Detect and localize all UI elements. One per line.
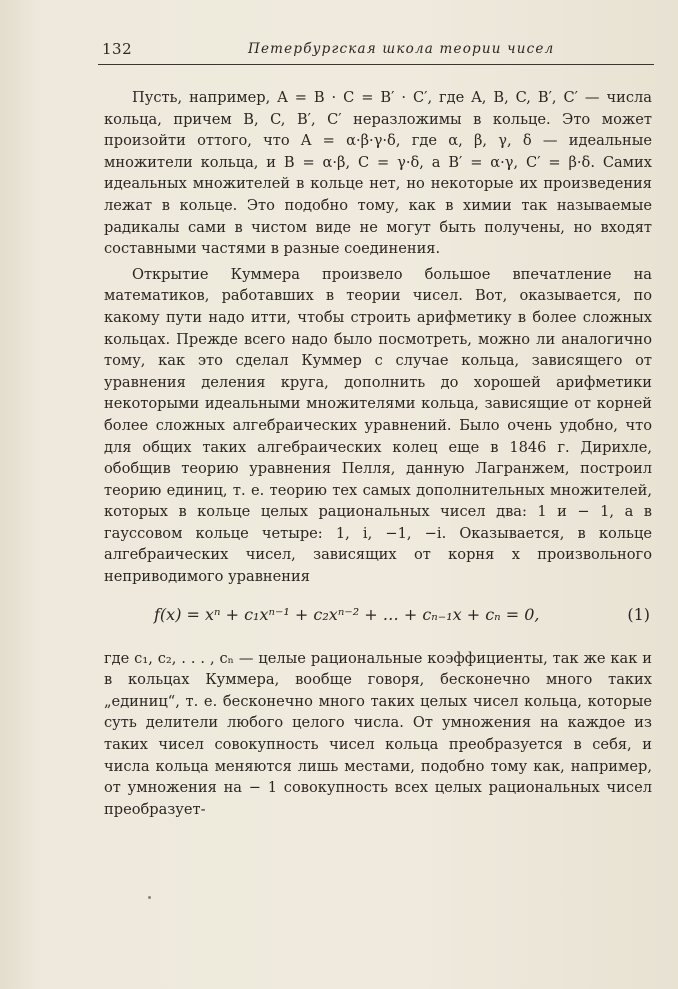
equation-formula: f(x) = xⁿ + c₁xⁿ⁻¹ + c₂xⁿ⁻² + … + cₙ₋₁x + cₙ = 0, (154, 604, 540, 624)
paragraph-3: где c₁, c₂, . . . , cₙ — целые рациональные коэффициенты, так же как и в кольцах Куммера, вообще говоря, бесконечно много таких „единиц“, т. е. бесконечно много таких целых чисел кольца, которые суть делители любого целого числа. От умножения на каждое из таких чисел совокупность чисел кольца преобразуется в себя, и числа кольца меняются лишь местами, подобно тому как, например, от умножения на − 1 совокупность всех целых рациональных чисел преобразует- (104, 649, 652, 818)
body-text (104, 87, 652, 820)
paragraph-2: Открытие Куммера произвело большое впечатление на математиков, работавших в теории чисел. Вот, оказывается, по какому пути надо итти, чтобы строить арифметику в более сложных кольцах. Прежде всего надо было посмотреть, можно ли аналогично тому, как это сделал Куммер с случае кольца, зависящего от уравнения деления круга, дополнить до хорошей арифметики некоторыми идеальными множителями кольца, зависящие от корней более сложных алгебраических уравнений. Было очень удобно, что для общих таких алгебраических колец еще в 1846 г. Дирихле, обобщив теорию уравнения Пелля, данную Лагранжем, построил теорию единиц, т. е. теорию тех самых дополнительных множителей, которых в кольце целых рациональных чисел два: 1 и − 1, а в гауссовом кольце четыре: 1, i, −1, −i. Оказывается, в кольце алгебраических чисел, зависящих от корня x произвольного неприводимого уравнения (104, 265, 652, 586)
paragraph-1: Пусть, например, A = B · C = B′ · C′, где A, B, C, B′, C′ — числа кольца, причем B, C, B′, C′ неразложимы в кольце. Это может произойти оттого, что A = α·β·γ·δ, где α, β, γ, δ — идеальные множители кольца, и B = α·β, C = γ·δ, а B′ = α·γ, C′ = β·δ. Самих идеальных множителей в кольце нет, но некоторые их произведения лежат в кольце. Это подобно тому, как в химии так называемые радикалы сами в чистом виде не могут быть получены, но входят составными частями в разные соединения. (104, 89, 652, 258)
page-header (98, 36, 654, 65)
page-number: 132 (102, 40, 133, 58)
equation-number: (1) (627, 604, 650, 624)
running-head: Петербургская школа теории чисел (248, 41, 555, 57)
ink-speck (148, 896, 151, 899)
equation-block (104, 598, 652, 636)
